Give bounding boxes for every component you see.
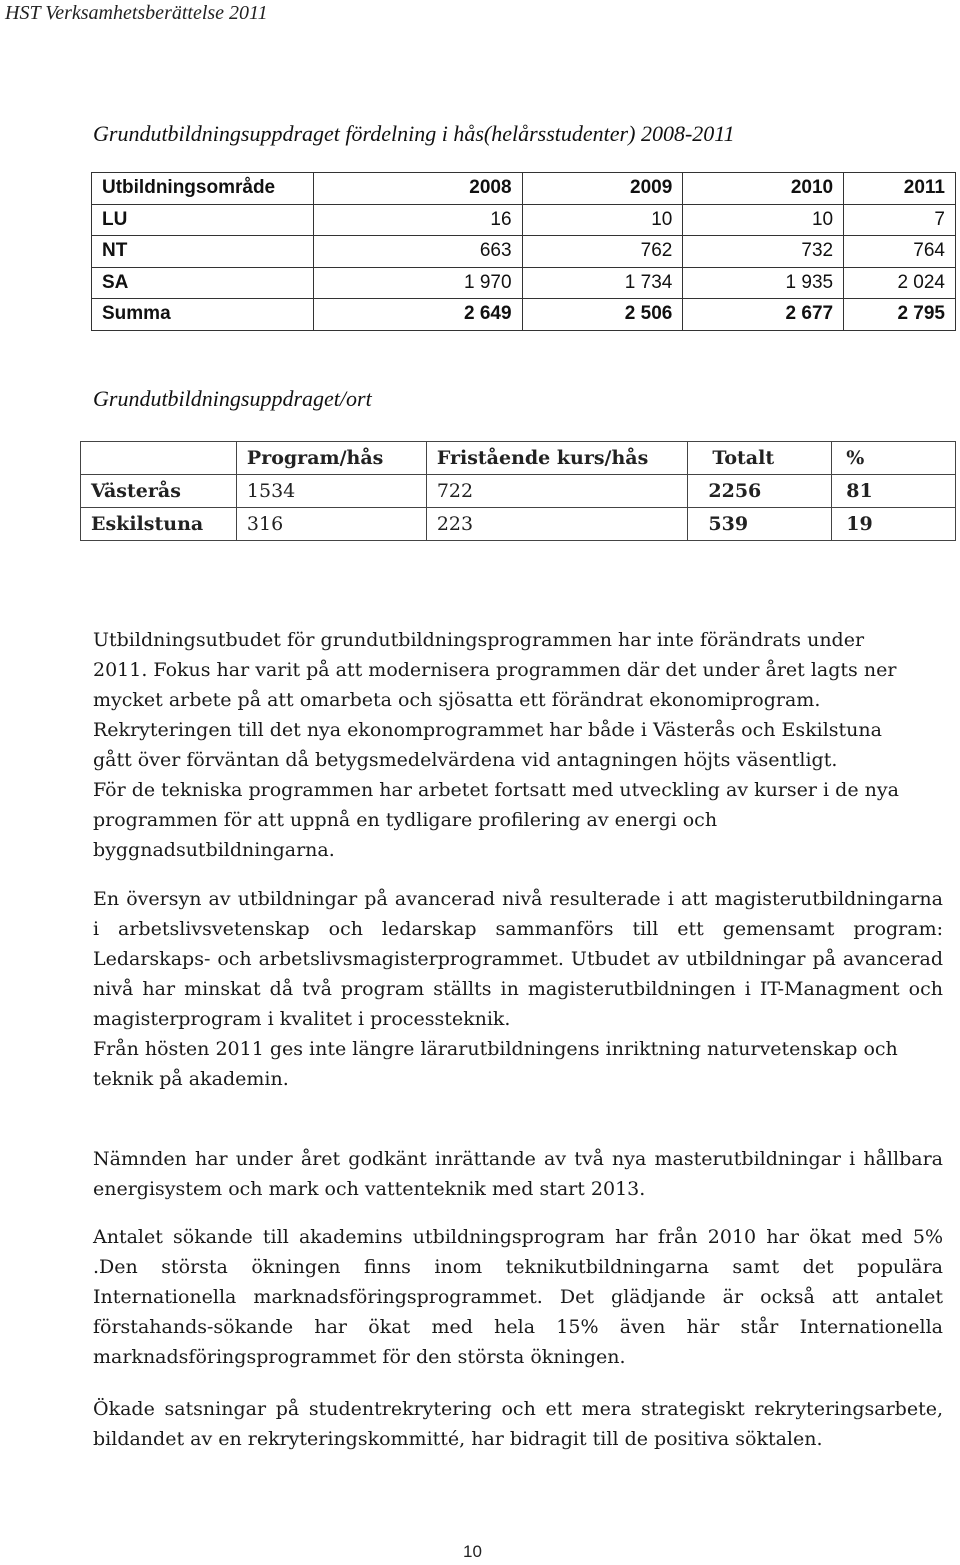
table-cell: 1534 — [236, 475, 426, 508]
text-line: Utbildningsutbudet för grundutbildningsprogrammen har inte förändrats under — [93, 629, 865, 651]
text-line: programmen för att uppnå en tydligare profilering av energi och — [93, 809, 718, 831]
row-label: Summa — [92, 299, 314, 331]
table-total-row — [92, 299, 956, 331]
paragraph-text: Från hösten 2011 ges inte längre lärarutbildningens inriktning naturvetenskap och teknik på akademin. — [93, 1038, 898, 1090]
table2-caption: Grundutbildningsuppdraget/ort — [93, 386, 372, 411]
table-cell: 2256 — [688, 475, 832, 508]
paragraph-recruitment: Ökade satsningar på studentrekrytering och ett mera strategiskt rekryteringsarbete, bildandet av en rekryteringskommitté, har bidragit till de positiva söktalen. — [93, 1398, 943, 1450]
table-header-cell: Utbildningsområde — [92, 173, 314, 205]
text-line: byggnadsutbildningarna. — [93, 839, 335, 861]
paragraph-master-programs: Nämnden har under året godkänt inrättande av två nya masterutbildningar i hållbara energisystem och mark och vattenteknik med start 2013. — [93, 1148, 943, 1200]
table-header-cell: % — [832, 442, 956, 475]
table-cell: 81 — [832, 475, 956, 508]
table-cell: 663 — [313, 236, 522, 268]
table-cell: 2 506 — [522, 299, 683, 331]
table-row — [92, 236, 956, 268]
text-line: Rekryteringen till det nya ekonomprogrammet har både i Västerås och Eskilstuna — [93, 719, 882, 741]
table-cell: 1 734 — [522, 267, 683, 299]
table-cell: 762 — [522, 236, 683, 268]
table-cell: 16 — [313, 204, 522, 236]
paragraph-programs — [93, 625, 943, 865]
page-number: 10 — [463, 1542, 482, 1561]
table1-caption: Grundutbildningsuppdraget fördelning i hås(helårsstudenter) 2008-2011 — [93, 121, 735, 146]
table-header-cell: 2010 — [683, 173, 844, 205]
table-header-cell: 2008 — [313, 173, 522, 205]
table-cell: 2 795 — [844, 299, 956, 331]
education-area-table — [91, 172, 956, 331]
row-label: NT — [92, 236, 314, 268]
table-cell: 539 — [688, 508, 832, 541]
table-cell: 2 649 — [313, 299, 522, 331]
table-header-cell: Totalt — [688, 442, 832, 475]
table-cell: 1 970 — [313, 267, 522, 299]
table-cell: 10 — [522, 204, 683, 236]
row-label: LU — [92, 204, 314, 236]
row-label: Västerås — [81, 475, 237, 508]
paragraph-applicants: Antalet sökande till akademins utbildningsprogram har från 2010 har ökat med 5% .Den största ökningen finns inom teknikutbildningarna samt det populära Internationella marknadsföringsprogrammet. Det glädjande är också att antalet förstahands-sökande har ökat med hela 15% även här står Internationella marknadsföringsprogrammet för den största ökningen. — [93, 1226, 943, 1368]
table-cell: 10 — [683, 204, 844, 236]
row-label: SA — [92, 267, 314, 299]
paragraph-text: En översyn av utbildningar på avancerad nivå resulterade i att magisterutbildningarna i arbetslivsvetenskap och ledarskap sammanförs till ett gemensamt program: Ledarskaps- och arbetslivsmagisterprogrammet. Utbudet av utbildningar på avancerad nivå har minskat då två program ställts in magisterutbildningen i IT-Managment och magisterprogram i kvalitet i processteknik. — [93, 888, 943, 1030]
table-cell: 764 — [844, 236, 956, 268]
table-cell: 7 — [844, 204, 956, 236]
text-line: gått över förväntan då betygsmedelvärdena vid antagningen höjts väsentligt. — [93, 749, 838, 771]
table-header-row — [92, 173, 956, 205]
text-line: För de tekniska programmen har arbetet fortsatt med utveckling av kurser i de nya — [93, 779, 899, 801]
table-cell: 316 — [236, 508, 426, 541]
table-cell: 722 — [426, 475, 688, 508]
table-cell: 732 — [683, 236, 844, 268]
table-row — [92, 204, 956, 236]
table-header-cell: Program/hås — [236, 442, 426, 475]
table-header-row — [81, 442, 956, 475]
table-header-cell: 2011 — [844, 173, 956, 205]
table-cell: 19 — [832, 508, 956, 541]
text-line: mycket arbete på att omarbeta och sjösatta ett förändrat ekonomiprogram. — [93, 689, 821, 711]
table-cell: 223 — [426, 508, 688, 541]
table-row — [81, 508, 956, 541]
table-cell: 1 935 — [683, 267, 844, 299]
table-header-cell — [81, 442, 237, 475]
table-cell: 2 677 — [683, 299, 844, 331]
text-line: 2011. Fokus har varit på att modernisera programmen där det under året lagts ner — [93, 659, 897, 681]
row-label: Eskilstuna — [81, 508, 237, 541]
table-row — [81, 475, 956, 508]
campus-table — [80, 441, 956, 541]
running-header: HST Verksamhetsberättelse 2011 — [5, 2, 268, 24]
table-cell: 2 024 — [844, 267, 956, 299]
table-header-cell: Fristående kurs/hås — [426, 442, 688, 475]
table-header-cell: 2009 — [522, 173, 683, 205]
paragraph-advanced-level — [93, 884, 943, 1094]
table-row — [92, 267, 956, 299]
